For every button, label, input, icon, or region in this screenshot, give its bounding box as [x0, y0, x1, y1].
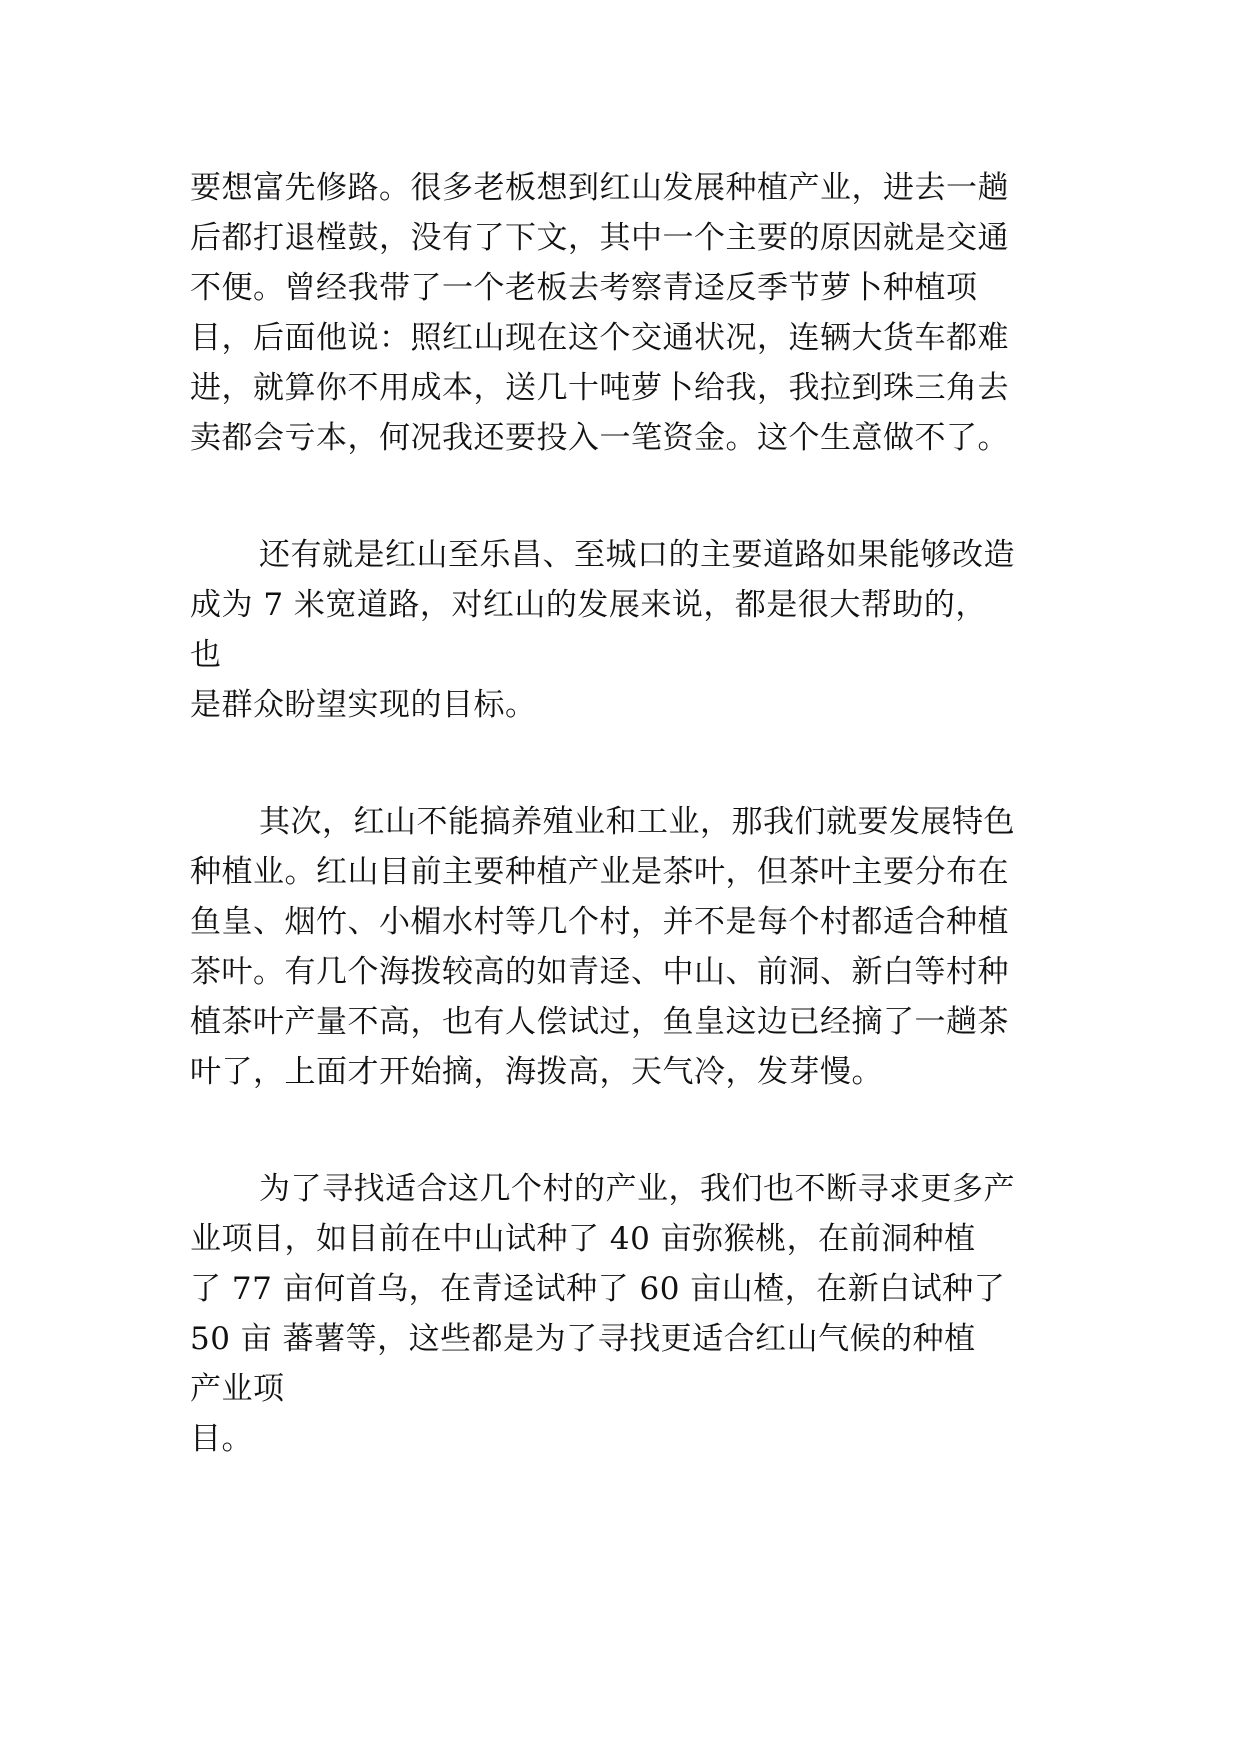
paragraph-4-line-6: 目。 — [190, 1421, 253, 1457]
paragraph-3-line-5: 植茶叶产量不高，也有人偿试过，鱼皇这边已经摘了一趟茶 — [190, 1004, 1009, 1040]
paragraph-1-line-6: 卖都会亏本，何况我还要投入一笔资金。这个生意做不了。 — [190, 420, 1009, 456]
paragraph-1-line-4: 目，后面他说：照红山现在这个交通状况，连辆大货车都难 — [190, 320, 1009, 356]
paragraph-2-line-3: 也 — [190, 637, 222, 673]
paragraph-1-line-3: 不便。曾经我带了一个老板去考察青迳反季节萝卜种植项 — [190, 270, 978, 306]
paragraph-4-line-1: 为了寻找适合这几个村的产业，我们也不断寻求更多产 — [259, 1171, 1015, 1207]
paragraph-4-line-3: 了 77 亩何首乌，在青迳试种了 60 亩山楂，在新白试种了 — [190, 1271, 1006, 1307]
paragraph-4-line-5: 产业项 — [190, 1371, 285, 1407]
paragraph-1-line-2: 后都打退樘鼓，没有了下文，其中一个主要的原因就是交通 — [190, 220, 1009, 256]
paragraph-4-line-4: 50 亩 蕃薯等，这些都是为了寻找更适合红山气候的种植 — [190, 1321, 976, 1357]
paragraph-3-line-3: 鱼皇、烟竹、小楣水村等几个村，并不是每个村都适合种植 — [190, 904, 1009, 940]
paragraph-3-line-2: 种植业。红山目前主要种植产业是茶叶，但茶叶主要分布在 — [190, 854, 1009, 890]
paragraph-3-line-6: 叶了，上面才开始摘，海拨高，天气冷，发芽慢。 — [190, 1054, 883, 1090]
paragraph-1-line-1: 要想富先修路。很多老板想到红山发展种植产业，进去一趟 — [190, 170, 1009, 206]
paragraph-2-line-2: 成为 7 米宽道路，对红山的发展来说，都是很大帮助的， — [190, 587, 987, 623]
paragraph-2-line-4: 是群众盼望实现的目标。 — [190, 687, 537, 723]
paragraph-3-line-1: 其次，红山不能搞养殖业和工业，那我们就要发展特色 — [259, 804, 1015, 840]
paragraph-3-line-4: 茶叶。有几个海拨较高的如青迳、中山、前洞、新白等村种 — [190, 954, 1009, 990]
paragraph-1-line-5: 进，就算你不用成本，送几十吨萝卜给我，我拉到珠三角去 — [190, 370, 1009, 406]
paragraph-4-line-2: 业项目，如目前在中山试种了 40 亩弥猴桃，在前洞种植 — [190, 1221, 976, 1257]
paragraph-2-line-1: 还有就是红山至乐昌、至城口的主要道路如果能够改造 — [259, 537, 1015, 573]
